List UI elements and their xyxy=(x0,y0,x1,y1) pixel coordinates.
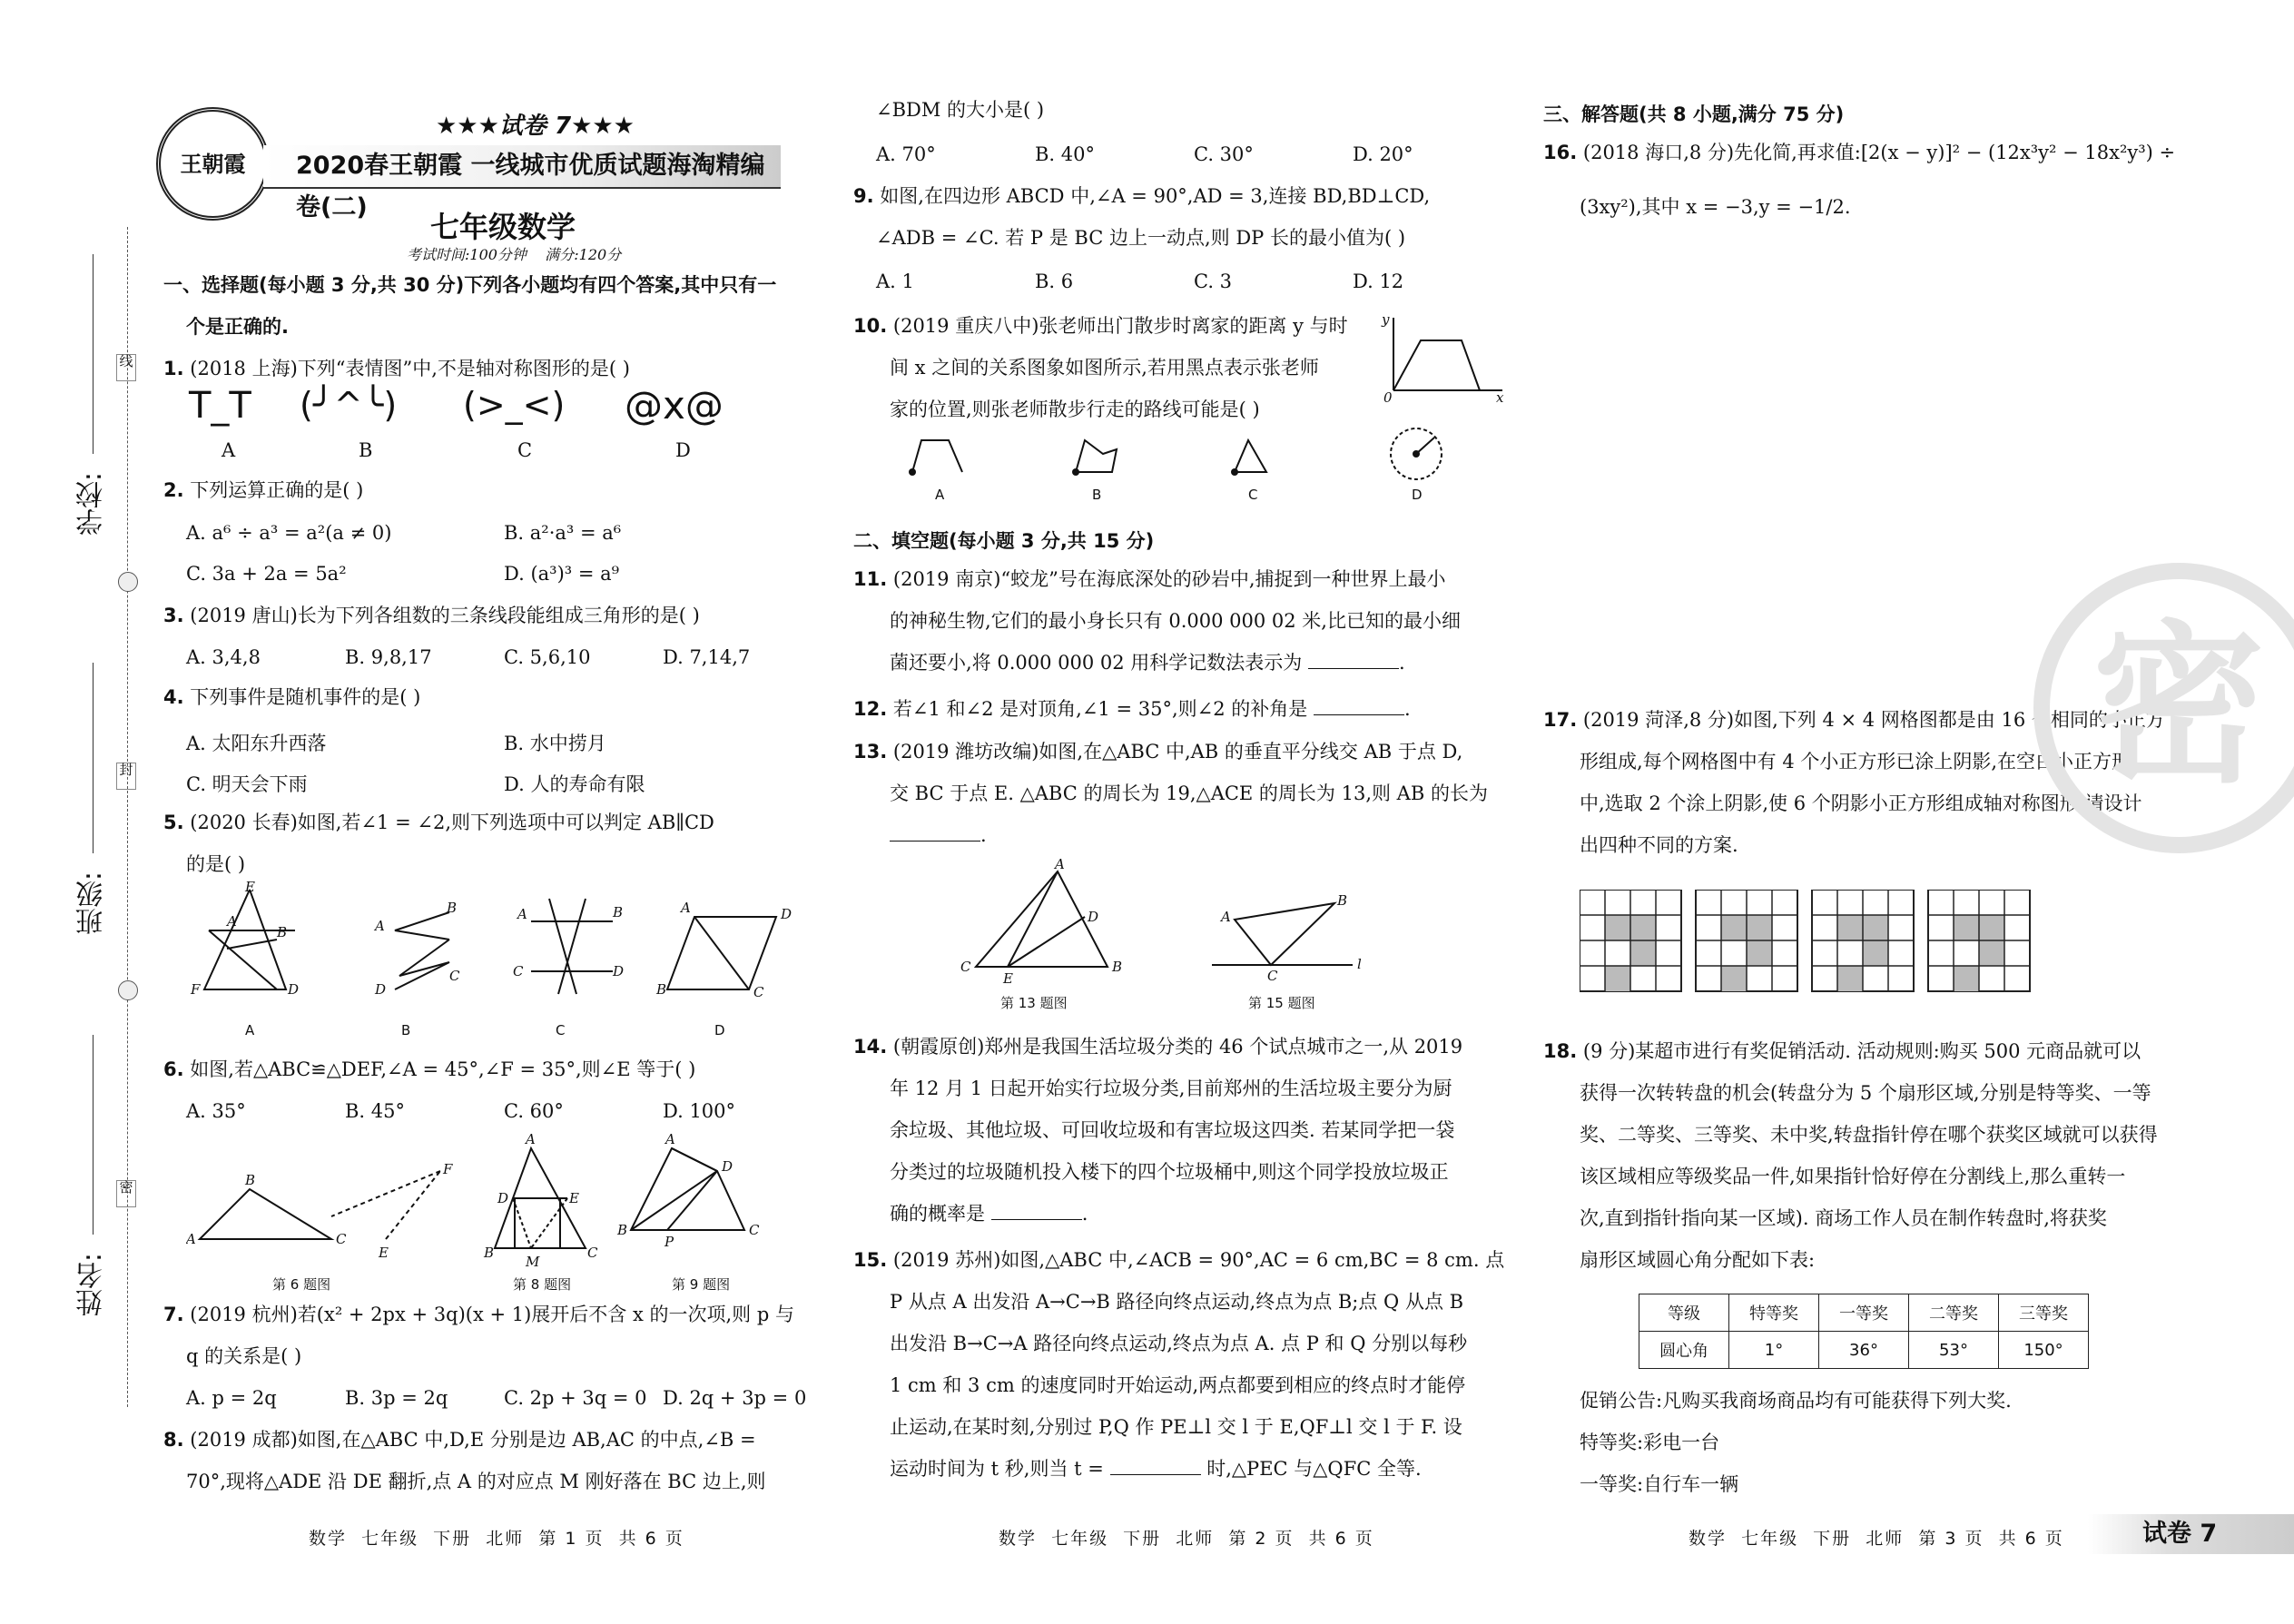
svg-text:0: 0 xyxy=(1383,389,1393,404)
q15 xyxy=(853,1239,1504,1281)
q6-text: 如图,若△ABC≌△DEF,∠A = 45°,∠F = 35°,则∠E 等于( ) xyxy=(190,1058,696,1080)
svg-text:A: A xyxy=(1221,909,1231,925)
q8-option-d[interactable]: D. 20° xyxy=(1353,143,1413,165)
q14-line5: 确的概率是 . xyxy=(890,1203,1088,1225)
seal-char-3: 密 xyxy=(116,1180,136,1207)
q17-text: (2019 菏泽,8 分)如图,下列 4 × 4 网格图都是由 16 个相同的小正方 xyxy=(1582,709,2165,731)
svg-text:D: D xyxy=(722,1158,733,1175)
q5-figure-d xyxy=(655,900,792,1000)
q1 xyxy=(163,348,630,389)
section1-title: 一、选择题(每小题 3 分,共 30 分)下列各小题均有四个答案,其中只有一 xyxy=(163,274,777,296)
q2-option-d[interactable]: D. (a³)³ = a⁹ xyxy=(504,563,620,585)
q13-answer-blank[interactable] xyxy=(890,822,980,842)
q17-text3: 中,选取 2 个涂上阴影,使 6 个阴影小正方形组成轴对称图形,请设计 xyxy=(1580,792,2142,814)
q15-text5: 止运动,在某时刻,分别过 P,Q 作 PE⊥l 交 l 于 E,QF⊥l 交 l 于 F. 设 xyxy=(890,1416,1462,1438)
q9-caption: 第 9 题图 xyxy=(672,1276,731,1293)
q8-num: 8. xyxy=(163,1429,184,1451)
q14-text4: 分类过的垃圾随机投入楼下的四个垃圾桶中,则这个同学投放垃圾正 xyxy=(890,1161,1449,1183)
svg-text:C: C xyxy=(513,963,524,979)
q5-figure-c xyxy=(513,899,624,994)
series-title: 2020春王朝霞 一线城市优质试题海淘精编卷(二) xyxy=(296,152,765,221)
svg-text:A: A xyxy=(526,1131,536,1147)
name-label: 姓名: xyxy=(76,1253,108,1317)
svg-text:E: E xyxy=(1003,970,1013,987)
q18-angle-table xyxy=(1639,1294,2089,1369)
svg-text:B: B xyxy=(617,1222,628,1238)
exam-tag: ★★★试卷 7★★★ xyxy=(436,113,635,140)
table-row xyxy=(1639,1294,2089,1332)
table-header-cell: 三等奖 xyxy=(1999,1294,2089,1332)
q1-face-d[interactable]: @x@ xyxy=(625,383,724,428)
q14-text2: 年 12 月 1 日起开始实行垃圾分类,目前郑州的生活垃圾主要分为厨 xyxy=(890,1078,1452,1099)
q4-option-b[interactable]: B. 水中捞月 xyxy=(504,733,606,754)
q3-option-d[interactable]: D. 7,14,7 xyxy=(663,646,751,668)
q11-text2: 的神秘生物,它们的最小身长只有 0.000 000 02 米,比已知的最小细 xyxy=(890,610,1461,632)
q6-figure xyxy=(186,1161,453,1261)
subject-title: 七年级数学 xyxy=(430,210,576,244)
svg-text:B: B xyxy=(613,904,624,920)
q9-option-a[interactable]: A. 1 xyxy=(876,271,914,292)
q13-q15-figures xyxy=(953,858,1443,1021)
q5-figures xyxy=(186,881,822,1048)
table-row xyxy=(1639,1332,2089,1369)
q15-text6b: 时,△PEC 与△QFC 全等. xyxy=(1206,1458,1422,1480)
q18-promo: 促销公告:凡购买我商场商品均有可能获得下列大奖. xyxy=(1580,1390,2012,1412)
q12-answer-blank[interactable] xyxy=(1314,696,1404,715)
q14-text3: 余垃圾、其他垃圾、可回收垃圾和有害垃圾这四类. 若某同学把一袋 xyxy=(890,1119,1455,1141)
q6-option-a[interactable]: A. 35° xyxy=(186,1100,246,1122)
q3-option-b[interactable]: B. 9,8,17 xyxy=(345,646,432,668)
q10-route-options xyxy=(894,427,1484,504)
svg-text:C: C xyxy=(753,984,764,1000)
q9-option-c[interactable]: C. 3 xyxy=(1194,271,1233,292)
svg-text:A: A xyxy=(681,900,691,916)
footer-page-3: 数学 七年级 下册 北师 第 3 页 共 6 页 xyxy=(1689,1529,2064,1549)
svg-text:F: F xyxy=(191,981,201,998)
svg-text:B: B xyxy=(484,1245,495,1261)
svg-text:A: A xyxy=(1055,858,1065,872)
q17-grid xyxy=(1928,890,2030,991)
svg-text:M: M xyxy=(526,1254,540,1270)
q5-text: (2020 长春)如图,若∠1 = ∠2,则下列选项中可以判定 AB∥CD xyxy=(190,812,714,833)
seal-watermark-text: 密 xyxy=(2092,605,2265,806)
q5-figure-a xyxy=(190,881,299,998)
q14-text: (朝霞原创)郑州是我国生活垃圾分类的 46 个试点城市之一,从 2019 xyxy=(892,1036,1463,1058)
q7-text2: q 的关系是( ) xyxy=(186,1345,302,1367)
q18-prize1: 特等奖:彩电一台 xyxy=(1580,1432,1720,1453)
q8-option-c[interactable]: C. 30° xyxy=(1194,143,1254,165)
q4-text: 下列事件是随机事件的是( ) xyxy=(190,686,421,708)
q8-option-b[interactable]: B. 40° xyxy=(1035,143,1096,165)
q12-text: 若∠1 和∠2 是对顶角,∠1 = 35°,则∠2 的补角是 xyxy=(892,698,1308,720)
q1-label-d: D xyxy=(675,439,691,461)
binding-sidebar xyxy=(54,227,145,1407)
svg-text:D: D xyxy=(781,906,793,922)
q13 xyxy=(853,731,1462,773)
svg-text:B: B xyxy=(245,1172,256,1188)
section1-title-cont: 个是正确的. xyxy=(186,316,289,338)
q17-text4: 出四种不同的方案. xyxy=(1580,834,1738,856)
school-field[interactable] xyxy=(93,254,94,454)
seal-char-1: 线 xyxy=(116,354,136,381)
q7-option-a[interactable]: A. p = 2q xyxy=(186,1387,277,1409)
svg-text:E: E xyxy=(379,1245,389,1261)
q5 xyxy=(163,802,714,843)
q11 xyxy=(853,558,1446,600)
svg-text:C: C xyxy=(336,1231,347,1247)
table-cell: 150° xyxy=(1999,1332,2089,1369)
q15-text4: 1 cm 和 3 cm 的速度同时开始运动,两点都要到相应的终点时才能停 xyxy=(890,1374,1466,1396)
q10 xyxy=(853,305,1348,347)
school-label: 学校: xyxy=(76,472,108,536)
series-banner xyxy=(263,145,781,221)
class-label: 班级: xyxy=(76,871,108,936)
svg-text:P: P xyxy=(665,1234,674,1250)
q7-num: 7. xyxy=(163,1304,184,1325)
q2-num: 2. xyxy=(163,479,184,501)
q18-prize2: 一等奖:自行车一辆 xyxy=(1580,1473,1739,1495)
q15-caption: 第 15 题图 xyxy=(1248,995,1315,1011)
svg-text:B: B xyxy=(447,900,458,916)
table-header-cell: 二等奖 xyxy=(1909,1294,1999,1332)
q9-num: 9. xyxy=(853,185,874,207)
svg-text:D: D xyxy=(375,981,387,998)
q13-caption: 第 13 题图 xyxy=(1000,995,1068,1011)
q3-option-a[interactable]: A. 3,4,8 xyxy=(186,646,261,668)
q5-text2: 的是( ) xyxy=(186,853,246,875)
q14 xyxy=(853,1026,1462,1068)
q10-label-b: B xyxy=(1092,487,1102,503)
q4 xyxy=(163,676,420,718)
svg-text:y: y xyxy=(1382,313,1390,328)
q2-option-a[interactable]: A. a⁶ ÷ a³ = a²(a ≠ 0) xyxy=(186,522,392,544)
q10-label-d: D xyxy=(1412,487,1423,503)
q10-text2: 间 x 之间的关系图象如图所示,若用黑点表示张老师 xyxy=(890,357,1319,379)
q18-text2: 获得一次转转盘的机会(转盘分为 5 个扇形区域,分别是特等奖、一等 xyxy=(1580,1082,2151,1104)
q9-text: 如图,在四边形 ABCD 中,∠A = 90°,AD = 3,连接 BD,BD⊥CD, xyxy=(880,185,1431,207)
table-header-cell: 等级 xyxy=(1639,1294,1729,1332)
q1-text: (2018 上海)下列“表情图”中,不是轴对称图形的是( ) xyxy=(190,358,630,379)
q18-num: 18. xyxy=(1543,1040,1578,1062)
footer-page-1: 数学 七年级 下册 北师 第 1 页 共 6 页 xyxy=(309,1529,684,1549)
q18 xyxy=(1543,1030,2141,1072)
q3-option-c[interactable]: C. 5,6,10 xyxy=(504,646,591,668)
svg-text:D: D xyxy=(288,981,300,998)
q10-num: 10. xyxy=(853,315,888,337)
table-cell: 36° xyxy=(1819,1332,1909,1369)
q15-text2: P 从点 A 出发沿 A→C→B 路径向终点运动,终点为点 B;点 Q 从点 B xyxy=(890,1291,1464,1313)
q18-text: (9 分)某超市进行有奖促销活动. 活动规则:购买 500 元商品就可以 xyxy=(1582,1040,2141,1062)
q8-caption: 第 8 题图 xyxy=(513,1276,572,1293)
svg-text:A: A xyxy=(517,906,527,922)
q16-text: (2018 海口,8 分)先化简,再求值:[2(x − y)]² − (12x³y² − 18x²y³) ÷ xyxy=(1582,142,2176,163)
q17-num: 17. xyxy=(1543,709,1578,731)
q6-option-c[interactable]: C. 60° xyxy=(504,1100,564,1122)
q16-num: 16. xyxy=(1543,142,1578,163)
q14-num: 14. xyxy=(853,1036,888,1058)
q7-text: (2019 杭州)若(x² + 2px + 3q)(x + 1)展开后不含 x 的一次项,则 p 与 xyxy=(190,1304,794,1325)
q15-text3: 出发沿 B→C→A 路径向终点运动,终点为点 A. 点 P 和 Q 分别以每秒 xyxy=(890,1333,1468,1354)
q7-option-b[interactable]: B. 3p = 2q xyxy=(345,1387,448,1409)
q5-figure-b xyxy=(373,900,460,998)
q5-num: 5. xyxy=(163,812,184,833)
q9 xyxy=(853,175,1430,217)
svg-text:x: x xyxy=(1496,389,1504,404)
q1-face-a[interactable]: T_T xyxy=(189,385,251,427)
svg-text:B: B xyxy=(277,924,288,940)
q10-label-a: A xyxy=(935,487,945,503)
svg-text:D: D xyxy=(497,1190,509,1206)
binding-hole-icon xyxy=(118,980,138,1000)
q4-option-d[interactable]: D. 人的寿命有限 xyxy=(504,773,645,795)
q15-text: (2019 苏州)如图,△ABC 中,∠ACB = 90°,AC = 6 cm,BC = 8 cm. 点 xyxy=(892,1249,1505,1271)
q6-num: 6. xyxy=(163,1058,184,1080)
q9-option-b[interactable]: B. 6 xyxy=(1035,271,1074,292)
q16-text2: (3xy²),其中 x = −3,y = −1/2. xyxy=(1580,196,1851,218)
footer-page-2: 数学 七年级 下册 北师 第 2 页 共 6 页 xyxy=(999,1529,1374,1549)
q9-text2: ∠ADB = ∠C. 若 P 是 BC 边上一动点,则 DP 长的最小值为( ) xyxy=(876,227,1406,249)
table-cell: 53° xyxy=(1909,1332,1999,1369)
q10-route-d xyxy=(1391,428,1442,479)
q13-num: 13. xyxy=(853,741,888,763)
svg-text:C: C xyxy=(449,968,460,984)
q1-label-c: C xyxy=(517,439,533,461)
svg-text:D: D xyxy=(613,963,625,979)
q9-option-d[interactable]: D. 12 xyxy=(1353,271,1404,292)
svg-text:C: C xyxy=(749,1222,760,1238)
name-field[interactable] xyxy=(93,1035,94,1235)
q11-answer-blank[interactable] xyxy=(1308,650,1399,669)
q2 xyxy=(163,469,363,511)
q2-option-c[interactable]: C. 3a + 2a = 5a² xyxy=(186,563,347,585)
exam-corner-tag xyxy=(2088,1514,2294,1554)
q5-label-b: B xyxy=(401,1022,411,1038)
q12: 12. 若∠1 和∠2 是对顶角,∠1 = 35°,则∠2 的补角是 . xyxy=(853,698,1411,720)
q11-num: 11. xyxy=(853,568,888,590)
q4-option-c[interactable]: C. 明天会下雨 xyxy=(186,773,308,795)
q5-label-a: A xyxy=(245,1022,255,1038)
svg-text:E: E xyxy=(245,881,255,895)
q18-text5: 次,直到指针指向某一区域). 商场工作人员在制作转盘时,将获奖 xyxy=(1580,1207,2107,1229)
q12-num: 12. xyxy=(853,698,888,720)
q15-line6 xyxy=(890,1448,1422,1490)
svg-text:A: A xyxy=(227,913,237,930)
q5-label-d: D xyxy=(714,1022,725,1038)
q3 xyxy=(163,595,700,636)
q13-text2: 交 BC 于点 E. △ABC 的周长为 19,△ACE 的周长为 13,则 AB 的长为 xyxy=(890,782,1488,804)
q11-line3: 菌还要小,将 0.000 000 02 用科学记数法表示为 . xyxy=(890,652,1405,674)
table-header-cell: 特等奖 xyxy=(1729,1294,1819,1332)
q9-figure xyxy=(616,1131,760,1250)
class-field[interactable] xyxy=(93,663,94,853)
q8 xyxy=(163,1419,756,1461)
q1-label-a: A xyxy=(222,439,236,461)
q13-text: (2019 潍坊改编)如图,在△ABC 中,AB 的垂直平分线交 AB 于点 D, xyxy=(892,741,1463,763)
q11-text3: 菌还要小,将 0.000 000 02 用科学记数法表示为 xyxy=(890,652,1303,674)
q1-face-c[interactable]: (>_<) xyxy=(463,385,566,425)
q4-num: 4. xyxy=(163,686,184,708)
q10-graph xyxy=(1380,313,1507,404)
exam-corner-tag-text: 试卷 7 xyxy=(2142,1520,2218,1548)
q6-option-b[interactable]: B. 45° xyxy=(345,1100,406,1122)
svg-text:E: E xyxy=(569,1190,579,1206)
svg-text:l: l xyxy=(1357,956,1362,972)
q14-answer-blank[interactable] xyxy=(991,1201,1082,1220)
q10-route-c xyxy=(1231,440,1266,476)
q10-text: (2019 重庆八中)张老师出门散步时离家的距离 y 与时 xyxy=(892,315,1348,337)
section2-title: 二、填空题(每小题 3 分,共 15 分) xyxy=(853,530,1155,552)
q6-caption: 第 6 题图 xyxy=(272,1276,331,1293)
q10-label-c: C xyxy=(1248,487,1258,503)
q13-answer-line: . xyxy=(890,814,987,856)
table-cell: 1° xyxy=(1729,1332,1819,1369)
binding-line xyxy=(127,227,128,1407)
q18-text4: 该区域相应等级奖品一件,如果指针恰好停在分割线上,那么重转一 xyxy=(1580,1166,2126,1187)
svg-text:C: C xyxy=(587,1245,598,1261)
q6 xyxy=(163,1048,695,1090)
svg-text:B: B xyxy=(1112,959,1123,975)
svg-text:D: D xyxy=(1088,909,1099,925)
svg-text:A: A xyxy=(186,1231,196,1247)
svg-text:C: C xyxy=(960,959,971,975)
q10-text3: 家的位置,则张老师散步行走的路线可能是( ) xyxy=(890,399,1260,420)
q17-grid xyxy=(1580,890,1681,991)
q15-num: 15. xyxy=(853,1249,888,1271)
brand-logo xyxy=(156,107,270,221)
svg-text:B: B xyxy=(1337,892,1348,909)
q8-figure xyxy=(483,1131,598,1270)
q4-option-a[interactable]: A. 太阳东升西落 xyxy=(186,733,327,754)
q6-q8-q9-figures xyxy=(186,1130,822,1303)
q16 xyxy=(1543,132,2175,173)
seal-char-2: 封 xyxy=(116,763,136,790)
q7-option-d[interactable]: D. 2q + 3p = 0 xyxy=(663,1387,807,1409)
q15-text6: 运动时间为 t 秒,则当 t = xyxy=(890,1458,1104,1480)
svg-text:A: A xyxy=(375,918,385,934)
q11-text: (2019 南京)“蛟龙”号在海底深处的砂岩中,捕捉到一种世界上最小 xyxy=(892,568,1446,590)
q14-text5: 确的概率是 xyxy=(890,1203,985,1225)
svg-text:C: C xyxy=(1267,968,1278,984)
q1-face-b[interactable]: (╯^╰) xyxy=(300,385,398,425)
table-header-cell: 一等奖 xyxy=(1819,1294,1909,1332)
q5-label-c: C xyxy=(556,1022,566,1038)
q1-label-b: B xyxy=(359,439,373,461)
q10-route-b xyxy=(1072,440,1117,476)
exam-info: 考试时间:100分钟 满分:120分 xyxy=(407,246,622,263)
q2-option-b[interactable]: B. a²·a³ = a⁶ xyxy=(504,522,622,544)
q17-grid xyxy=(1812,890,1914,991)
q17-grids xyxy=(1580,890,2052,994)
table-cell: 圆心角 xyxy=(1639,1332,1729,1369)
q8-text: (2019 成都)如图,在△ABC 中,D,E 分别是边 AB,AC 的中点,∠B = xyxy=(190,1429,756,1451)
q3-num: 3. xyxy=(163,605,184,626)
q8-text2: 70°,现将△ADE 沿 DE 翻折,点 A 的对应点 M 刚好落在 BC 边上,则 xyxy=(186,1471,766,1492)
q17-grid xyxy=(1696,890,1797,991)
svg-text:A: A xyxy=(665,1131,675,1147)
q7 xyxy=(163,1294,794,1335)
binding-hole-icon xyxy=(118,572,138,592)
q6-option-d[interactable]: D. 100° xyxy=(663,1100,736,1122)
q15-figure xyxy=(1212,892,1362,984)
q2-text: 下列运算正确的是( ) xyxy=(190,479,364,501)
q8-option-a[interactable]: A. 70° xyxy=(876,143,936,165)
q18-text3: 奖、二等奖、三等奖、未中奖,转盘指针停在哪个获奖区域就可以获得 xyxy=(1580,1124,2158,1146)
q1-num: 1. xyxy=(163,358,184,379)
q10-route-a xyxy=(909,440,962,476)
logo-text: 王朝霞 xyxy=(180,151,246,177)
svg-text:F: F xyxy=(443,1161,453,1177)
section3-title: 三、解答题(共 8 小题,满分 75 分) xyxy=(1543,103,1845,125)
q8-text3: ∠BDM 的大小是( ) xyxy=(876,99,1045,121)
q17-text2: 形组成,每个网格图中有 4 个小正方形已涂上阴影,在空白小正方形 xyxy=(1580,751,2132,773)
q13-figure xyxy=(960,858,1122,987)
q18-text6: 扇形区域圆心角分配如下表: xyxy=(1580,1249,1816,1271)
q3-text: (2019 唐山)长为下列各组数的三条线段能组成三角形的是( ) xyxy=(190,605,700,626)
svg-text:B: B xyxy=(656,981,667,998)
q7-option-c[interactable]: C. 2p + 3q = 0 xyxy=(504,1387,647,1409)
q15-answer-blank[interactable] xyxy=(1110,1456,1201,1475)
